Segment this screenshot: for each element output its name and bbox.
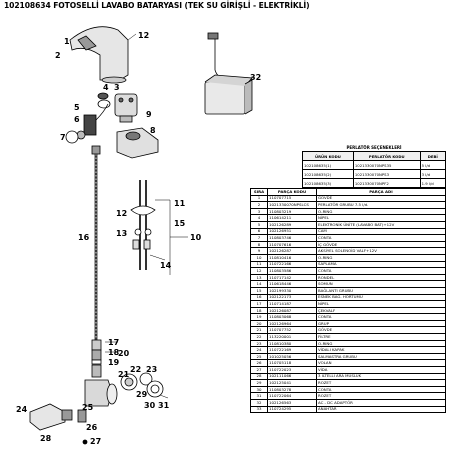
studs (140, 180, 146, 270)
flow-aerator-code: 1021330070NPF2 (353, 179, 420, 188)
part-number: 19 (251, 314, 268, 321)
parts-row (251, 254, 446, 261)
part-code: 110724295 (268, 406, 317, 413)
part-code: 110707616 (268, 241, 317, 248)
part-code: 113220001 (268, 334, 317, 341)
part-name: CONTA (317, 314, 446, 321)
parts-header-code: PARÇA KODU (268, 189, 317, 196)
group-20 (92, 365, 101, 377)
parts-row (251, 406, 446, 413)
callout-22: 22 (130, 365, 142, 374)
part-number: 12 (251, 268, 268, 275)
parts-row (251, 307, 446, 314)
callout-10: 10 (190, 233, 202, 242)
callout-31: 31 (158, 401, 170, 410)
callout-16: 16 (78, 233, 90, 242)
handwheel (30, 404, 72, 430)
callout-9: 9 (146, 110, 152, 119)
part-code: 102126964 (268, 320, 317, 327)
parts-row (251, 215, 446, 222)
part-number: 13 (251, 274, 268, 281)
document-title: 102108634 FOTOSELLİ LAVABO BATARYASI (TEK SU GİRİŞLİ - ELEKTRİKLİ) (4, 1, 310, 10)
flow-rate: 3 l/d (420, 170, 445, 179)
callout-5: 5 (74, 103, 80, 112)
washer-13b (145, 229, 151, 235)
parts-row (251, 202, 446, 209)
flow-product-code: 102108635(1) (303, 161, 354, 170)
part-code: 110614211 (268, 215, 317, 222)
parts-row (251, 195, 446, 202)
part-number: 27 (251, 367, 268, 374)
part-name: O-RING (317, 208, 446, 215)
part-code: 110810416 (268, 254, 317, 261)
part-name: SAPLAMA (317, 261, 446, 268)
parts-row (251, 208, 446, 215)
part-name: VİDA (317, 367, 446, 374)
parts-list-table (250, 188, 446, 413)
part-code: 101025056 (268, 353, 317, 360)
callout-7: 7 (60, 133, 66, 142)
parts-row (251, 274, 446, 281)
callout-19: 19 (108, 358, 120, 367)
part-name: CONTA (317, 386, 446, 393)
parts-row (251, 393, 446, 400)
parts-row (251, 281, 446, 288)
part-name: 3 İLTELLİ ARA MUSLUK (317, 373, 446, 380)
parts-row (251, 241, 446, 248)
callout-18: 18 (108, 348, 120, 357)
parts-row (251, 334, 446, 341)
parts-row (251, 353, 446, 360)
ac-dc-adapter (205, 33, 252, 114)
callout-25: 25 (82, 403, 94, 412)
part-name: ROZET (317, 393, 446, 400)
flow-aerator-code: 1021330070NPS35 (353, 161, 420, 170)
parts-row (251, 320, 446, 327)
part-code: 110722169 (268, 347, 317, 354)
part-name: ELEKTRONİK ÜNİTE (LAVABO BAT)+12V (317, 221, 446, 228)
part-name: AC - DC ADAPTÖR (317, 400, 446, 407)
nipple-17 (92, 340, 101, 350)
flow-product-code: 102108635(3) (303, 179, 354, 188)
callout-2: 2 (55, 51, 61, 60)
callout-32: 32 (250, 73, 262, 82)
parts-row (251, 360, 446, 367)
part-code: 102122173 (268, 294, 317, 301)
part-code: 110722064 (268, 393, 317, 400)
part-number: 6 (251, 228, 268, 235)
part-code: 110717142 (268, 274, 317, 281)
callout-28: 28 (40, 434, 52, 443)
parts-row (251, 347, 446, 354)
electronic-unit (84, 100, 110, 135)
solenoid-valve (115, 94, 137, 122)
parts-row (251, 228, 446, 235)
part-code: 102125041 (268, 380, 317, 387)
part-number: 10 (251, 254, 268, 261)
callout-20: 20 (118, 349, 130, 358)
part-number: 16 (251, 294, 268, 301)
parts-row (251, 301, 446, 308)
o-ring (98, 93, 108, 99)
part-name: ESNEK BAĞ. HORTUMU (317, 294, 446, 301)
parts-row (251, 367, 446, 374)
callout-1: 1 (64, 37, 70, 46)
parts-row (251, 373, 446, 380)
part-code: 110803278 (268, 386, 317, 393)
part-number: 2 (251, 202, 268, 209)
callout-12b: 12 (116, 209, 128, 218)
parts-row (251, 400, 446, 407)
part-name: O-RING (317, 254, 446, 261)
part-number: 5 (251, 221, 268, 228)
flow-rate: 1.9 l/d (420, 179, 445, 188)
part-name: SOMUN (317, 281, 446, 288)
callout-4: 4 (103, 83, 109, 92)
parts-row (251, 340, 446, 347)
part-number: 20 (251, 320, 268, 327)
parts-row (251, 386, 446, 393)
parts-header-no: SIRA (251, 189, 268, 196)
part-number: 8 (251, 241, 268, 248)
parts-row (251, 261, 446, 268)
flexible-hose (92, 146, 100, 340)
part-number: 1 (251, 195, 268, 202)
part-number: 25 (251, 353, 268, 360)
part-number: 32 (251, 400, 268, 407)
callout-6: 6 (74, 115, 80, 124)
part-code: 110803586 (268, 268, 317, 275)
part-number: 14 (251, 281, 268, 288)
gasket (66, 131, 78, 143)
part-name: ANAHTAR (317, 406, 446, 413)
parts-row (251, 221, 446, 228)
aerator-options-caption: PERLATÖR SEÇENEKLERİ (346, 144, 402, 150)
callout-24: 24 (16, 405, 28, 414)
part-number: 23 (251, 340, 268, 347)
flow-row (303, 161, 446, 170)
part-code: 102126951 (268, 228, 317, 235)
flow-header-product: ÜRÜN KODU (303, 152, 354, 161)
nut-14 (133, 240, 139, 249)
faucet-body (70, 27, 128, 83)
part-name: GRUP (317, 320, 446, 327)
part-name: AKSİYEL SOLENOİD VALF+12V (317, 248, 446, 255)
callout-27: 27 (90, 437, 102, 446)
flow-row (303, 179, 446, 188)
part-name: NİPEL (317, 215, 446, 222)
part-number: 28 (251, 373, 268, 380)
part-number: 17 (251, 301, 268, 308)
flow-aerator-code: 1021330070NPS3 (353, 170, 420, 179)
part-name: GÖVDE (317, 195, 446, 202)
part-number: 4 (251, 215, 268, 222)
part-code: 102111066 (268, 373, 317, 380)
part-number: 33 (251, 406, 268, 413)
part-code: 110722023 (268, 367, 317, 374)
flow-product-code: 102108635(2) (303, 170, 354, 179)
nut-14b (144, 240, 150, 249)
part-code: 102126087 (268, 307, 317, 314)
part-name: O-RING (317, 340, 446, 347)
callout-30: 30 (144, 401, 156, 410)
part-code: 110722166 (268, 261, 317, 268)
part-name: CONTA (317, 235, 446, 242)
washer-13 (135, 229, 141, 235)
part-name: VOLAN (317, 360, 446, 367)
part-name: ROZET (317, 380, 446, 387)
part-code: 102126289 (268, 221, 317, 228)
parts-row (251, 248, 446, 255)
callout-14: 14 (160, 261, 172, 270)
part-number: 24 (251, 347, 268, 354)
part-name: CONTA (317, 268, 446, 275)
flow-rate: 5 l/d (420, 161, 445, 170)
part-number: 26 (251, 360, 268, 367)
callout-12: 12 (138, 31, 150, 40)
part-code: 110803068 (268, 314, 317, 321)
check-valve-18 (92, 350, 101, 360)
part-name: RONDEL (317, 274, 446, 281)
part-name: İÇ GÖVDE (317, 241, 446, 248)
parts-row (251, 294, 446, 301)
part-code: 110618446 (268, 281, 317, 288)
part-name: PERLATÖR GRUBU 7.5 l/d. (317, 202, 446, 209)
part-code: 102126563 (268, 400, 317, 407)
part-number: 29 (251, 380, 268, 387)
callout-17: 17 (108, 338, 120, 347)
part-name: BAĞLANTI GRUBU (317, 287, 446, 294)
part-name: GÖVDE (317, 327, 446, 334)
callout-21: 21 (118, 370, 130, 379)
part-code: 110714187 (268, 301, 317, 308)
screw-27 (83, 440, 87, 444)
part-name: CAM (317, 228, 446, 235)
parts-row (251, 235, 446, 242)
part-code: 110803746 (268, 235, 317, 242)
flow-row (303, 170, 446, 179)
part-code: 102126287 (268, 248, 317, 255)
flow-header-rate: DEBİ (420, 152, 445, 161)
part-number: 31 (251, 393, 268, 400)
part-number: 22 (251, 334, 268, 341)
flow-header-aerator: PERLATÖR KODU (353, 152, 420, 161)
aerator-options-table (302, 143, 446, 188)
callout-23: 23 (146, 365, 158, 374)
part-name: VİDALI KAPAK (317, 347, 446, 354)
parts-row (251, 287, 446, 294)
part-number: 30 (251, 386, 268, 393)
part-code: 110707715 (268, 195, 317, 202)
part-number: 3 (251, 208, 268, 215)
part-number: 9 (251, 248, 268, 255)
parts-row (251, 268, 446, 275)
part-code: 110705118 (268, 360, 317, 367)
callout-29: 29 (136, 390, 148, 399)
part-code: 1021330070NPSLCS (268, 202, 317, 209)
part-number: 15 (251, 287, 268, 294)
parts-row (251, 314, 446, 321)
part-name: NİPEL (317, 301, 446, 308)
parts-row (251, 380, 446, 387)
part-number: 11 (251, 261, 268, 268)
gasket-12 (131, 206, 155, 215)
parts-row (251, 327, 446, 334)
part-code: 110707752 (268, 327, 317, 334)
part-number: 7 (251, 235, 268, 242)
part-number: 18 (251, 307, 268, 314)
callout-26: 26 (86, 423, 98, 432)
part-code: 110810380 (268, 340, 317, 347)
parts-header-name: PARÇA ADI (317, 189, 446, 196)
part-name: FİLTRE (317, 334, 446, 341)
callout-3: 3 (114, 83, 120, 92)
part-name: ÇEKVALF (317, 307, 446, 314)
callout-13: 13 (116, 229, 128, 238)
callout-15: 15 (174, 219, 186, 228)
part-number: 21 (251, 327, 268, 334)
callout-11: 11 (174, 199, 186, 208)
part-code: 102199330 (268, 287, 317, 294)
gasket-19 (92, 360, 101, 364)
part-name: SALMASTRA GRUBU (317, 353, 446, 360)
part-code: 110803219 (268, 208, 317, 215)
callout-8: 8 (150, 126, 156, 135)
